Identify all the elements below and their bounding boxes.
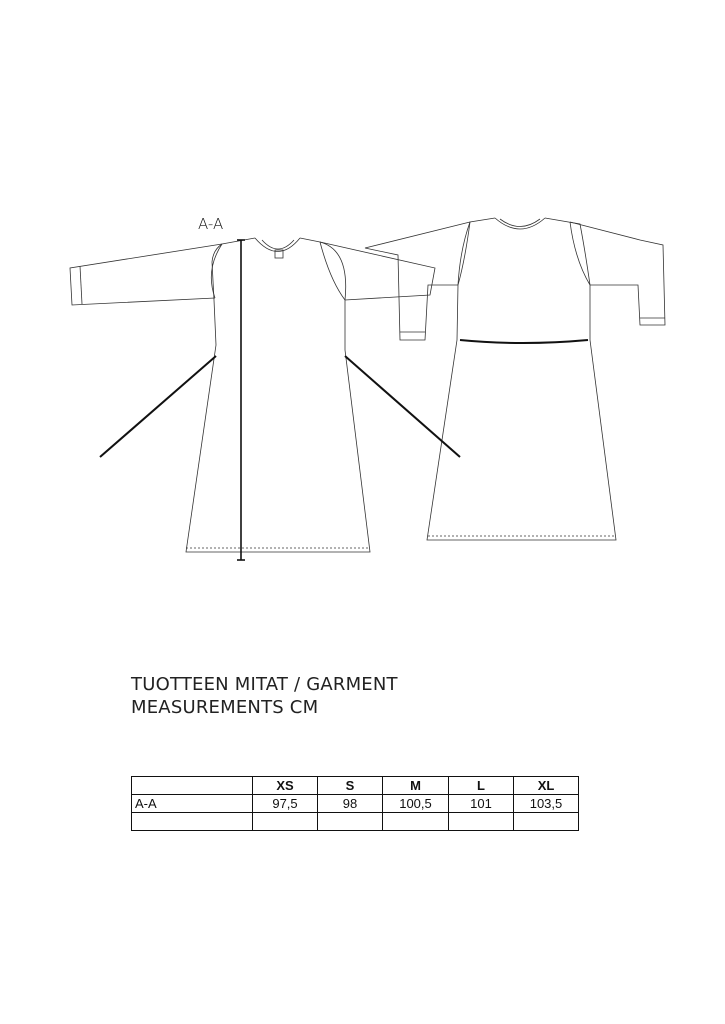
header-cell-blank bbox=[132, 777, 253, 795]
measure-label: A-A bbox=[198, 215, 224, 233]
table-row bbox=[132, 813, 579, 831]
table-cell bbox=[253, 813, 318, 831]
table-cell bbox=[383, 813, 449, 831]
front-ties bbox=[100, 356, 460, 457]
header-cell-s: S bbox=[318, 777, 383, 795]
heading-line-2: MEASUREMENTS CM bbox=[131, 697, 319, 718]
front-view-dress bbox=[70, 238, 435, 552]
header-cell-l: L bbox=[449, 777, 514, 795]
table-cell: 98 bbox=[318, 795, 383, 813]
table-row bbox=[132, 795, 579, 813]
table-cell bbox=[449, 813, 514, 831]
row-label: A-A bbox=[132, 795, 253, 813]
measurements-heading bbox=[131, 673, 398, 719]
header-cell-m: M bbox=[383, 777, 449, 795]
table-cell bbox=[514, 813, 579, 831]
table-cell bbox=[318, 813, 383, 831]
heading-line-1: TUOTTEEN MITAT / GARMENT bbox=[131, 674, 398, 695]
length-measure-line bbox=[237, 240, 245, 560]
table-header-row bbox=[132, 777, 579, 795]
back-view-dress bbox=[365, 218, 665, 540]
back-belt bbox=[460, 340, 588, 343]
table-cell: 100,5 bbox=[383, 795, 449, 813]
row-label bbox=[132, 813, 253, 831]
size-table bbox=[131, 776, 579, 831]
table-cell: 101 bbox=[449, 795, 514, 813]
table-cell: 97,5 bbox=[253, 795, 318, 813]
table-cell: 103,5 bbox=[514, 795, 579, 813]
header-cell-xl: XL bbox=[514, 777, 579, 795]
header-cell-xs: XS bbox=[253, 777, 318, 795]
